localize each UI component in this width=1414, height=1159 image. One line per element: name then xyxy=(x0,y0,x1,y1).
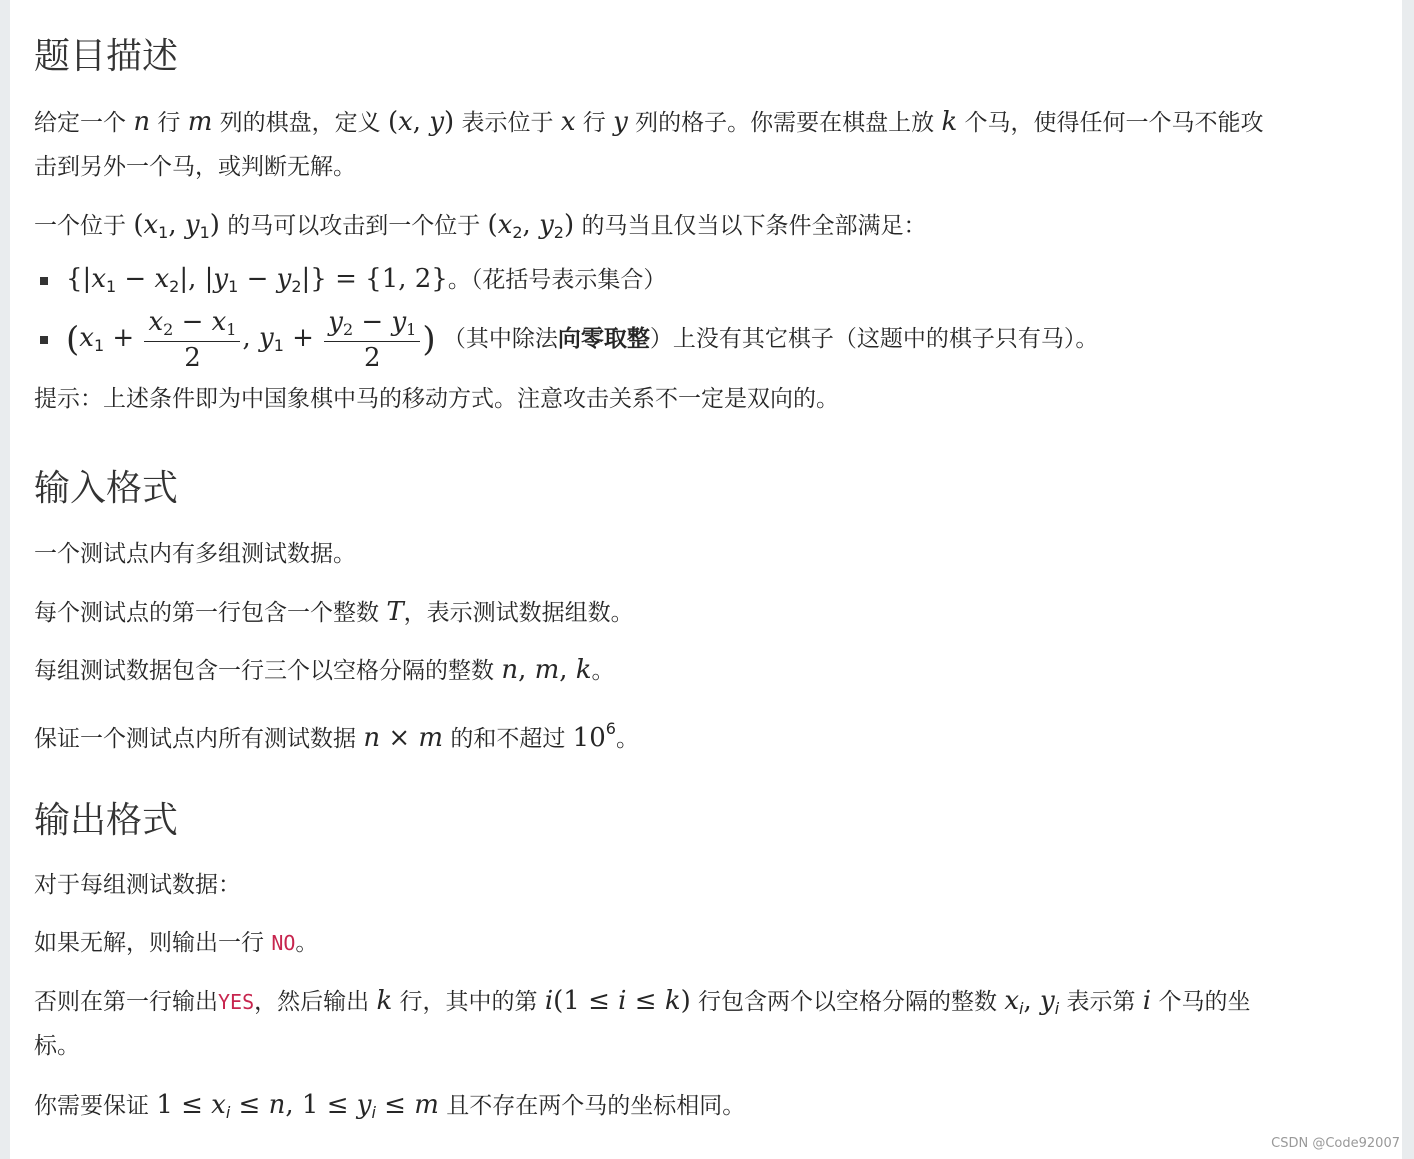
desc-paragraph-1-line2: 击到另外一个马，或判断无解。 xyxy=(34,154,356,180)
output-paragraph-3: 否则在第一行输出YES，然后输出 k 行，其中的第 i(1 ≤ i ≤ k) 行包含两个以空格分隔的整数 $x_i$, $y_i$ 表示第 i 个马的坐 xyxy=(34,986,1251,1018)
desc-paragraph-2: 一个位于 ($x_1$, $y_1$) 的马可以攻击到一个位于 ($x_2$, $y_2$) 的马当且仅当以下条件全部满足： xyxy=(34,210,927,242)
input-paragraph-3: 每组测试数据包含一行三个以空格分隔的整数 n, m, k。 xyxy=(34,655,615,685)
desc-hint: 提示：上述条件即为中国象棋中马的移动方式。注意攻击关系不一定是双向的。 xyxy=(34,386,839,412)
input-paragraph-2: 每个测试点的第一行包含一个整数 T，表示测试数据组数。 xyxy=(34,597,634,627)
output-paragraph-4: 你需要保证 $1 \le x_i \le n$, $1 \le y_i \le m$ 且不存在两个马的坐标相同。 xyxy=(34,1090,746,1122)
input-paragraph-4: 保证一个测试点内所有测试数据 n × m 的和不超过 $10^6$。 xyxy=(34,719,639,753)
input-paragraph-1: 一个测试点内有多组测试数据。 xyxy=(34,541,356,567)
problem-card xyxy=(10,0,1402,1159)
watermark: CSDN @Code92007 xyxy=(1271,1136,1400,1151)
output-paragraph-1: 对于每组测试数据： xyxy=(34,872,241,898)
desc-paragraph-1: 给定一个 n 行 m 列的棋盘，定义 (x, y) 表示位于 x 行 y 列的格子。你需要在棋盘上放 k 个马，使得任何一个马不能攻 xyxy=(34,107,1264,137)
code-no: NO xyxy=(271,931,296,955)
section-title-description: 题目描述 xyxy=(34,36,179,77)
condition-bullet-1: {$|x_1 - x_2|$, $|y_1 - y_2|\} = \{1$, 2}。（花括号表示集合） xyxy=(34,257,666,309)
output-paragraph-2: 如果无解，则输出一行 NO。 xyxy=(34,930,319,956)
bullet-icon xyxy=(40,336,48,344)
bullet-icon xyxy=(40,277,48,285)
section-title-output: 输出格式 xyxy=(34,800,179,841)
output-paragraph-3-line2: 标。 xyxy=(34,1033,80,1059)
condition-bullet-2: ($x_1$ + $\frac{x_2 - x_1}{2}$ , $y_1$ + $\frac{y_2 - y_1}{2}$ ) （其中除法向零取整）上没有其它棋子（这题中的棋子只有马）。 xyxy=(34,305,1098,379)
section-title-input: 输入格式 xyxy=(34,468,179,509)
code-yes: YES xyxy=(218,990,255,1014)
